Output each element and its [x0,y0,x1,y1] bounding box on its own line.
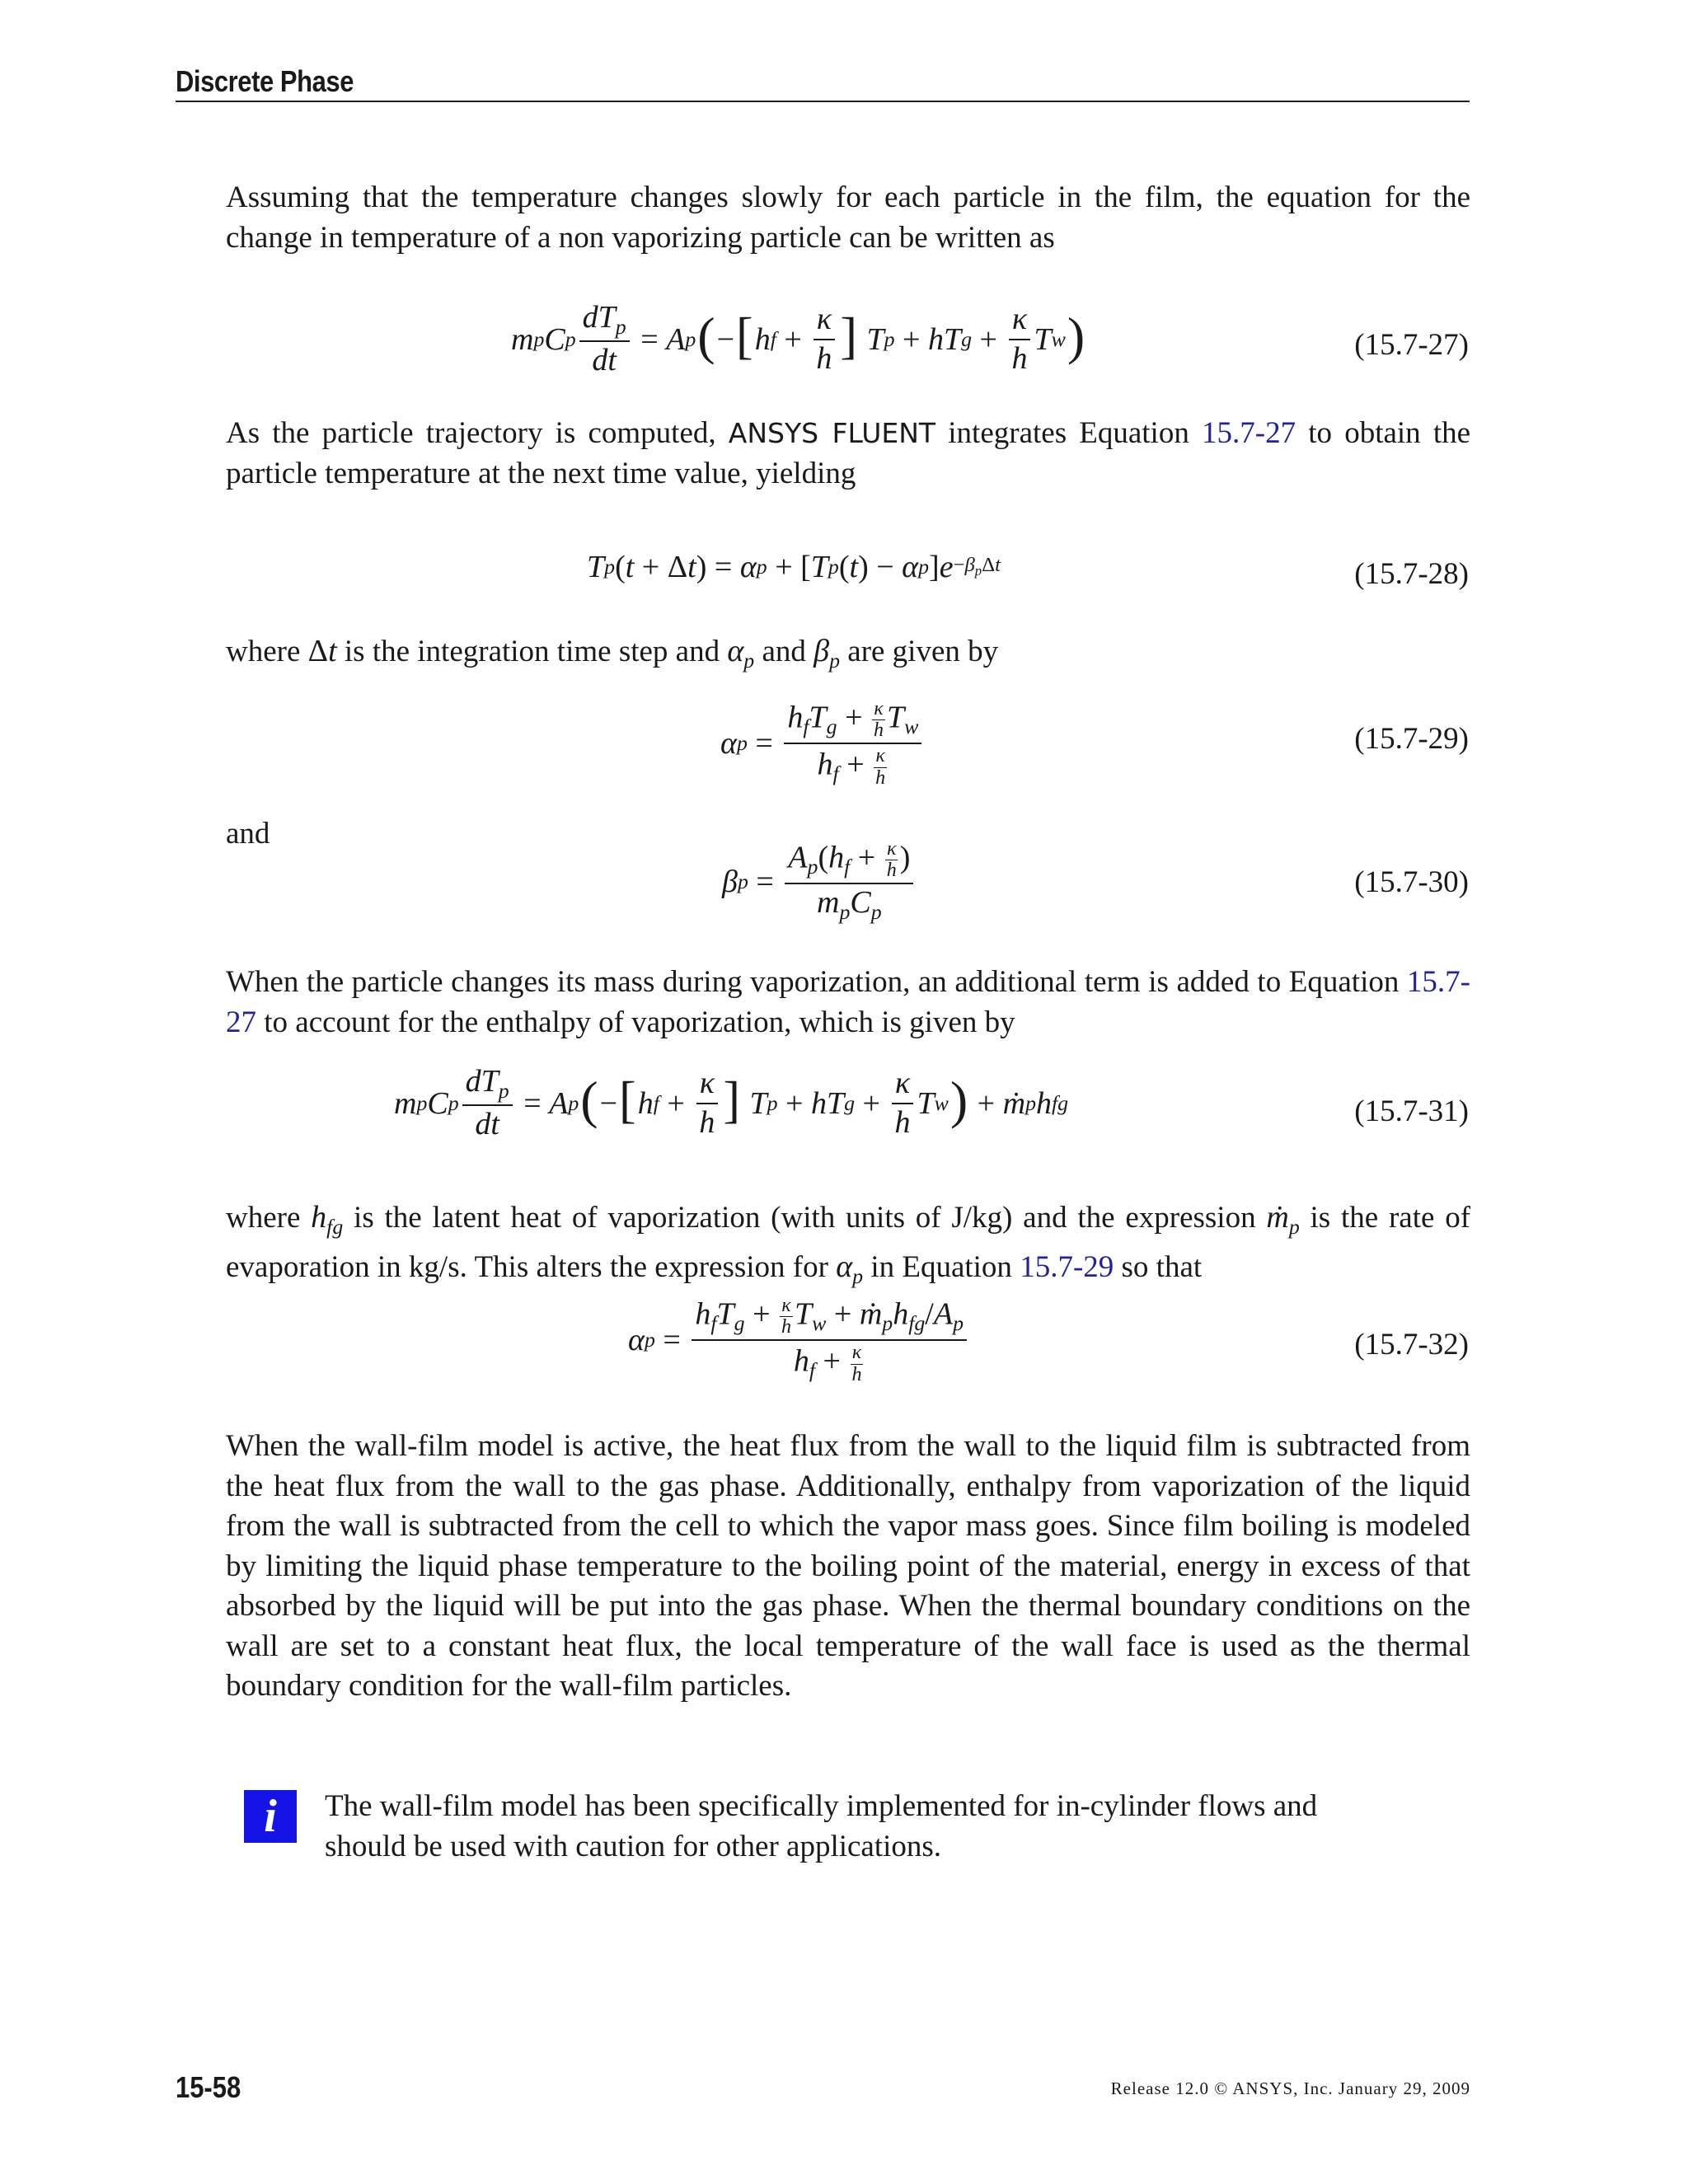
section-title: Discrete Phase [176,64,354,98]
info-icon: i [244,1790,297,1843]
equation-link-15-7-27[interactable]: 15.7-27 [1202,416,1296,450]
product-name: ANSYS FLUENT [728,417,936,449]
equation-15-7-28: T p ( t + Δ t ) = α p + [ T p ( t ) − α p ] e $-\beta_p\Delta t$ [587,550,1001,584]
latent-heat-paragraph: where $h_{fg}$ is the latent heat of vaporization (with units of J/kg) and the expression ṁ$_p$ is the rate of evaporation in kg/s. This alters the expression for $\alpha_p$ in Equation 15.7-29 so that [226,1200,1471,1288]
equation-number-27: (15.7-27) [1354,328,1469,362]
equation-number-31: (15.7-31) [1354,1094,1469,1128]
equation-link-15-7-29[interactable]: 15.7-29 [1020,1250,1114,1285]
mass-change-paragraph: When the particle changes its mass during vaporization, an additional term is added to Equation 15.7-27 to account for the enthalpy of vaporization, which is given by [226,965,1470,1039]
equation-15-7-31: m p C p $\frac{dT_p}{dt}$ = A p ( − [ h f + $\frac{\kappa}{h}$ ] T p + hT g + $\frac{\kappa}{h}$ T w ) + ṁ p h fg [394,1064,1069,1142]
page-number: 15-58 [176,2070,241,2104]
equation-15-7-29: α p = $h_fT_g$ + $\frac{\kappa}{h}$ $T_w$ $h_f$ + $\frac{\kappa}{h}$ [720,699,925,789]
and-text: and [226,817,270,851]
header-rule [176,101,1470,102]
intro-paragraph: Assuming that the temperature changes slowly for each particle in the film, the equation for the change in temperature of a non vaporizing particle can be written as [226,180,1470,255]
equation-number-32: (15.7-32) [1354,1328,1469,1361]
equation-15-7-32: α p = $h_fT_g$ + $\frac{\kappa}{h}$ $T_w$ + $ṁ_ph_{fg}/A_p$ $h_f$ + $\frac{\kappa}{h}$ [628,1296,970,1385]
equation-15-7-30: β p = $A_p(h_f$ + $\frac{\kappa}{h}$ ) $m_pC_p$ [722,839,917,925]
wall-film-paragraph: When the wall-film model is active, the heat flux from the wall to the liquid film is subtracted from the heat flux from the wall to the gas phase. Additionally, enthalpy from vaporization of the liquid from the wall is subtracted from the cell to which the vapor mass goes. Since film boiling is modeled by limiting the liquid phase temperature to the boiling point of the material, energy in excess of that absorbed by the liquid will be put into the gas phase. When the thermal boundary conditions on the wall are set to a constant heat flux, the local temperature of the wall face is used as the thermal boundary condition for the wall-film particles. [226,1429,1470,1703]
where-paragraph: where Δt is the integration time step and $\alpha_p$ and $\beta_p$ are given by [226,634,999,673]
release-footer: Release 12.0 © ANSYS, Inc. January 29, 2009 [1110,2079,1470,2098]
equation-link-15-7-27-b[interactable]: 15.7-27 [226,965,1470,1039]
note-text: The wall-film model has been specifically implemented for in-cylinder flows and should be used with caution for other applications. [325,1789,1318,1863]
equation-number-28: (15.7-28) [1354,557,1469,591]
equation-15-7-27: m p C p $\frac{dT_p}{dt}$ = A p ( − [ h f + $\frac{\kappa}{h}$ ] T p + hT g + $\frac{\kappa}{h}$ T w ) [511,300,1085,378]
trajectory-paragraph: As the particle trajectory is computed, ANSYS FLUENT integrates Equation 15.7-27 to obtain the particle temperature at the next time value, yielding [226,416,1471,490]
equation-number-30: (15.7-30) [1354,865,1469,899]
equation-number-29: (15.7-29) [1354,722,1469,756]
